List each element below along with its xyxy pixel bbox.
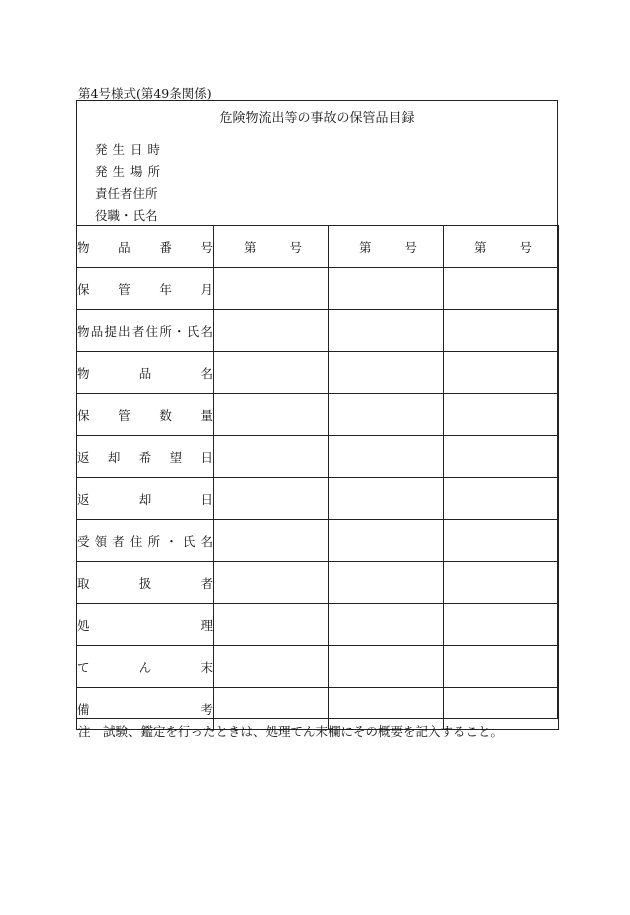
- value-cell[interactable]: [444, 436, 559, 478]
- info-position-name: 役職・氏名: [95, 208, 158, 223]
- table-row: [77, 352, 559, 394]
- value-cell[interactable]: [329, 436, 444, 478]
- value-cell[interactable]: [214, 520, 329, 562]
- value-cell[interactable]: [214, 646, 329, 688]
- number-column-3: [444, 226, 559, 268]
- row-label-cell: [77, 646, 214, 688]
- value-cell[interactable]: [214, 604, 329, 646]
- number-suffix: 号: [519, 239, 532, 255]
- row-label: 保 管 数 量: [77, 407, 213, 423]
- incident-info: [95, 139, 165, 227]
- value-cell[interactable]: [329, 562, 444, 604]
- table-row: [77, 646, 559, 688]
- row-label: 取 扱 者: [77, 575, 213, 591]
- row-label-cell: [77, 520, 214, 562]
- value-cell[interactable]: [444, 478, 559, 520]
- row-label-cell: [77, 436, 214, 478]
- form-number-label: 第4号様式(第49条関係): [78, 86, 212, 101]
- value-cell[interactable]: [329, 646, 444, 688]
- info-occurrence-place: 発生場所: [95, 164, 166, 179]
- number-prefix: 第: [244, 239, 257, 255]
- value-cell[interactable]: [214, 562, 329, 604]
- row-label: 保 管 年 月: [77, 281, 213, 297]
- number-column-1: [214, 226, 329, 268]
- row-label: 物 品 名: [77, 365, 213, 381]
- value-cell[interactable]: [214, 436, 329, 478]
- info-occurrence-datetime: 発生日時: [95, 142, 166, 157]
- value-cell[interactable]: [214, 352, 329, 394]
- row-label: て ん 末: [77, 659, 213, 675]
- row-label-cell: [77, 310, 214, 352]
- value-cell[interactable]: [444, 268, 559, 310]
- number-prefix: 第: [474, 239, 487, 255]
- value-cell[interactable]: [214, 268, 329, 310]
- inventory-form: [76, 100, 558, 719]
- table-row: [77, 394, 559, 436]
- row-label-cell: [77, 394, 214, 436]
- value-cell[interactable]: [444, 604, 559, 646]
- value-cell[interactable]: [329, 478, 444, 520]
- value-cell[interactable]: [444, 352, 559, 394]
- table-row: [77, 310, 559, 352]
- footnote: 注 試験、鑑定を行ったときは、処理てん末欄にその概要を記入すること。: [78, 724, 504, 739]
- inventory-table: [76, 225, 559, 730]
- value-cell[interactable]: [329, 394, 444, 436]
- value-cell[interactable]: [329, 604, 444, 646]
- value-cell[interactable]: [329, 268, 444, 310]
- table-row: [77, 436, 559, 478]
- table-row: [77, 268, 559, 310]
- header-label: 物 品 番 号: [77, 239, 213, 255]
- row-label-cell: [77, 562, 214, 604]
- row-label-cell: [77, 604, 214, 646]
- info-responsible-address: 責任者住所: [95, 186, 158, 201]
- row-label: 処 理: [77, 617, 213, 633]
- form-title: 危険物流出等の事故の保管品目録: [219, 111, 415, 126]
- value-cell[interactable]: [329, 520, 444, 562]
- value-cell[interactable]: [444, 520, 559, 562]
- value-cell[interactable]: [444, 646, 559, 688]
- value-cell[interactable]: [214, 478, 329, 520]
- number-suffix: 号: [404, 239, 417, 255]
- value-cell[interactable]: [444, 310, 559, 352]
- value-cell[interactable]: [329, 310, 444, 352]
- row-label: 受 領 者 住 所 ・ 氏 名: [77, 533, 213, 549]
- number-suffix: 号: [289, 239, 302, 255]
- header-row: [77, 226, 559, 268]
- row-label: 返 却 日: [77, 491, 213, 507]
- row-label: 備 考: [77, 701, 213, 717]
- value-cell[interactable]: [444, 562, 559, 604]
- number-prefix: 第: [359, 239, 372, 255]
- value-cell[interactable]: [444, 394, 559, 436]
- row-label-cell: [77, 352, 214, 394]
- row-label: 物 品 提 出 者 住 所 ・ 氏 名: [77, 323, 213, 339]
- header-label-cell: [77, 226, 214, 268]
- number-column-2: [329, 226, 444, 268]
- value-cell[interactable]: [214, 310, 329, 352]
- row-label-cell: [77, 268, 214, 310]
- row-label-cell: [77, 478, 214, 520]
- table-row: [77, 562, 559, 604]
- row-label: 返 却 希 望 日: [77, 449, 213, 465]
- table-row: [77, 478, 559, 520]
- table-row: [77, 604, 559, 646]
- value-cell[interactable]: [329, 352, 444, 394]
- value-cell[interactable]: [214, 394, 329, 436]
- table-row: [77, 520, 559, 562]
